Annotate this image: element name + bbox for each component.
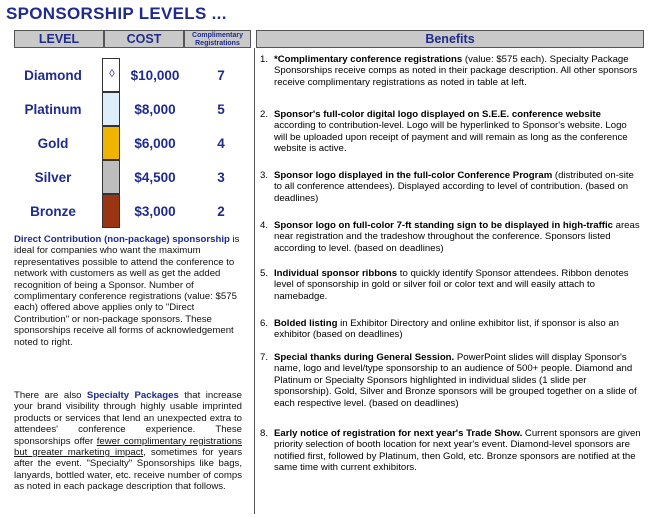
specialty-packages-heading: Specialty Packages bbox=[86, 390, 179, 401]
level-row-bronze bbox=[14, 194, 251, 228]
level-comp: 5 bbox=[217, 102, 225, 117]
benefit-title: Special thanks during General Session. bbox=[274, 352, 455, 363]
cost-header: COST bbox=[104, 30, 184, 48]
benefit-number: 3. bbox=[260, 170, 269, 181]
level-swatch bbox=[102, 126, 120, 160]
direct-contribution-paragraph bbox=[14, 234, 242, 348]
benefit-number: 5. bbox=[260, 268, 269, 279]
level-comp: 2 bbox=[217, 204, 225, 219]
level-row-gold bbox=[14, 126, 251, 160]
diamond-symbol: ◊ bbox=[109, 68, 115, 80]
page-title: SPONSORSHIP LEVELS ... bbox=[6, 4, 227, 23]
level-row-silver bbox=[14, 160, 251, 194]
level-header: LEVEL bbox=[14, 30, 104, 48]
benefit-number: 2. bbox=[260, 109, 269, 120]
column-divider bbox=[254, 48, 255, 514]
level-cost: $8,000 bbox=[134, 102, 176, 117]
benefit-title: Sponsor's full-color digital logo displayed on S.E.E. conference website bbox=[274, 109, 601, 120]
benefit-title: Individual sponsor ribbons bbox=[274, 268, 398, 279]
level-name: Bronze bbox=[30, 204, 76, 219]
benefit-number: 7. bbox=[260, 352, 269, 363]
specialty-packages-paragraph bbox=[14, 390, 242, 493]
benefits-header: Benefits bbox=[256, 30, 644, 48]
level-swatch bbox=[102, 160, 120, 194]
level-swatch bbox=[102, 194, 120, 228]
benefit-text: Current sponsors are given priority selection of booth location for next year's event. Diamond-level sponsors are notified first, followed by Platinum, then Gold, etc. Bronze sponsors are notified at the same time with current exhibitors. bbox=[274, 428, 641, 474]
benefit-text: PowerPoint slides will display Sponsor's name, logo and level/type sponsorship to an audience of 500+ people. Diamond and Platinum or Specialty Sponsors highlighted in individual slides (1 slide per sponsorship). Gold, Silver and Bronze sponsors will be grouped together on a slide of each respective level. (based on deadlines) bbox=[274, 352, 637, 409]
level-name: Platinum bbox=[24, 102, 82, 117]
benefit-text: according to contribution-level. Logo will be hyperlinked to Sponsor's website. Logo will be uploaded upon receipt of payment and will remain as long as the conference website is active. bbox=[274, 120, 628, 155]
level-name: Gold bbox=[37, 136, 69, 151]
benefit-title: Bolded listing bbox=[274, 318, 338, 329]
direct-contribution-text: is ideal for companies who want the maximum representatives possible to attend the conference to network with customers as well as get the added recognition of being a Sponsor. Number of complimentary conference registrations (value: $575 each) offered above applies only to "Direct Contribution" or non-package sponsors. These sponsorships receive all forms of acknowledgement noted to right. bbox=[14, 234, 240, 348]
specialty-text-b: that increase your brand visibility through highly usable imprinted products or services that lend an unexpected extra to attendees' conference experience. These sponsorships offer bbox=[14, 390, 242, 447]
level-swatch bbox=[102, 58, 120, 92]
benefit-text: (distributed on-site to all conference attendees). Displayed according to level of contribution. (based on deadlines) bbox=[274, 170, 634, 204]
level-name: Diamond bbox=[24, 68, 82, 83]
benefit-text: to quickly identify Sponsor attendees. Ribbon denotes level of sponsorship in gold or silver foil or color text and will easily attach to namebadge. bbox=[274, 268, 629, 302]
benefit-text: in Exhibitor Directory and online exhibitor list, if sponsor is also an exhibitor (based on deadlines) bbox=[274, 318, 619, 341]
benefit-title: *Complimentary conference registrations bbox=[274, 54, 463, 65]
level-cost: $4,500 bbox=[134, 170, 176, 185]
benefit-title: Early notice of registration for next year's Trade Show. bbox=[274, 428, 523, 439]
benefit-number: 6. bbox=[260, 318, 269, 329]
level-comp: 7 bbox=[217, 68, 225, 83]
specialty-underlined-text: fewer complimentary registrations but greater marketing impact bbox=[14, 435, 242, 459]
benefit-text: (value: $575 each). Specialty Package Sponsorships receive comps as noted in their package description. All other sponsors receive complimentary registrations as noted in table at left. bbox=[274, 54, 638, 88]
level-comp: 4 bbox=[217, 136, 225, 151]
benefit-text: areas near registration and the tradeshow throughout the conference. Sponsors listed according to level. (based on deadlines) bbox=[274, 220, 640, 254]
level-comp: 3 bbox=[217, 170, 225, 185]
level-row-platinum bbox=[14, 92, 251, 126]
benefit-number: 8. bbox=[260, 428, 269, 439]
level-swatch bbox=[102, 92, 120, 126]
benefit-title: Sponsor logo on full-color 7-ft standing sign to be displayed in high-traffic bbox=[274, 220, 613, 231]
specialty-text-c: , sometimes for years after the event. "Specialty" Sponsorships like bags, lanyards, bottled water, etc. receive number of comps as noted in each package description that follows. bbox=[14, 447, 242, 493]
level-cost: $3,000 bbox=[134, 204, 176, 219]
direct-contribution-heading: Direct Contribution (non-package) sponsorship bbox=[14, 234, 230, 245]
level-row-diamond bbox=[14, 58, 251, 92]
level-name: Silver bbox=[34, 170, 72, 185]
benefit-number: 4. bbox=[260, 220, 269, 231]
specialty-text-a: There are also bbox=[14, 390, 87, 401]
benefit-title: Sponsor logo displayed in the full-color Conference Program bbox=[274, 170, 553, 181]
comp-header: Complimentary Registrations bbox=[184, 30, 251, 48]
level-cost: $6,000 bbox=[134, 136, 176, 151]
benefit-number: 1. bbox=[260, 54, 269, 65]
level-cost: $10,000 bbox=[130, 68, 180, 83]
